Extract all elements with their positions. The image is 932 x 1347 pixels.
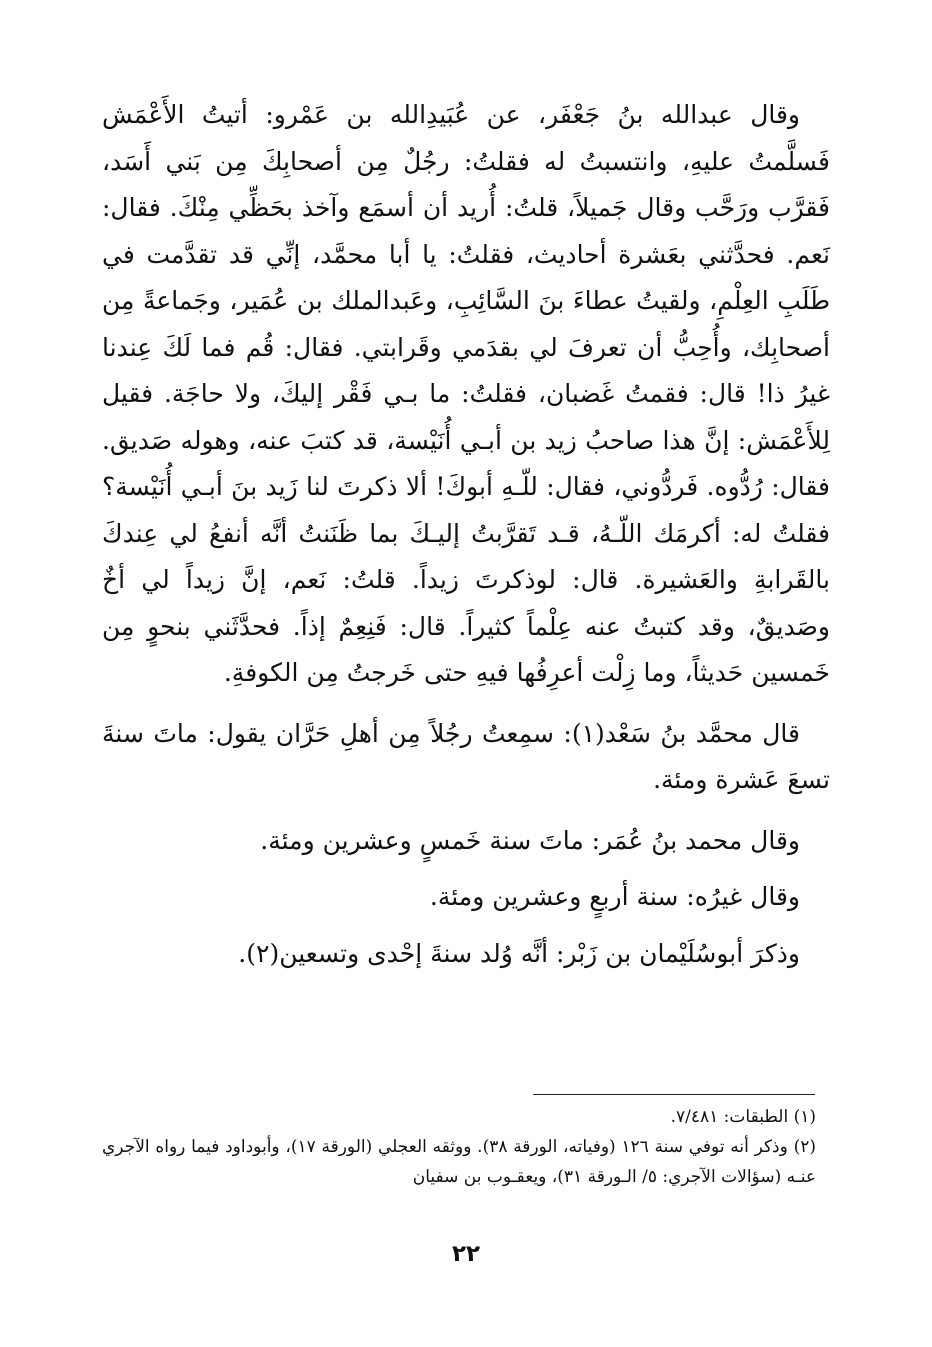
footnote-1: (١) الطبقات: ٧/٤٨١.	[670, 1107, 816, 1127]
main-text	[102, 92, 830, 987]
footnotes	[102, 1102, 816, 1192]
page-number: ٢٢	[451, 1241, 481, 1267]
paragraph-4: وقال غيرُه: سنة أربعٍ وعشرين ومئة.	[429, 882, 800, 911]
paragraph-2: قال محمَّد بنُ سَعْد(١): سمِعتُ رجُلاً مِن أهلِ حَرَّان يقول: ماتَ سنةَ تسعَ عَشرة ومئة.	[102, 718, 830, 794]
paragraph-3: وقال محمد بنُ عُمَر: ماتَ سنة خَمسٍ وعشرين ومئة.	[260, 825, 800, 855]
paragraph-1: وقال عبدالله بنُ جَعْفَر، عن عُبَيدِالله بن عَمْرو: أتيتُ الأَعْمَش فَسلَّمتُ عليهِ، وانتسبتُ له فقلتُ: رجُلٌ مِن أصحابِكَ مِن بَني أَسَد، فَقرَّب ورَحَّب وقال جَميلاً، قلتُ: أُريد أن أسمَع وآخذ بحَظِّي مِنْكَ. فقال: نَعم. فحدَّثني بعَشرة أحاديث، فقلتُ: يا أبا محمَّد، إنِّي قد تقدَّمت في طَلَبِ العِلْمِ، ولقيتُ عطاءَ بنَ السَّائِبِ، وعَبدالملك بن عُمَير، وجَماعةً مِن أصحابِك، وأُحِبُّ أن تعرفَ لي بقدَمي وقَرابتي. فقال: قُم فما لَكَ عِندنا غيرُ ذا! قال: فقمتُ غَضبان، فقلتُ: ما بـي فَقْر إليكَ، ولا حاجَة. فقيل لِلأَعْمَش: إنَّ هذا صاحبُ زيد بن أبـي أُنَيْسة، قد كتبَ عنه، وهوله صَديق. فقال: رُدُّوه. فَردُّوني، فقال: للّـهِ أبوكَ! ألا ذكرتَ لنا زَيد بنَ أبـي أُنَيْسة؟ فقلتُ له: أكرمَك اللّـهُ، قـد تَقرَّبتُ إليـكَ بما ظَنَنتُ أنَّه أنفعُ لي عِندكَ بالقَرابةِ والعَشيرة. قال: لوذكرتَ زيداً. قلتُ: نَعم، إنَّ زيداً لي أخٌ وصَديقٌ، وقد كتبتُ عنه عِلْماً كثيراً. قال: فَنِعِمٌ إذاً. فحدَّثَني بنحوٍ مِن خَمسين حَديثاً، وما زِلْت أعرِفُها فيهِ حتى خَرجتُ مِن الكوفةِ.	[102, 100, 830, 687]
paragraph-5: وذكرَ أبوسُلَيْمان بن زَبْر: أنَّه وُلد سنةَ إحْدى وتسعين(٢).	[238, 938, 800, 968]
footnote-2: (٢) وذكر أنه توفي سنة ١٢٦ (وفياته، الورقة ٣٨). ووثقه العجلي (الورقة ١٧)، وأبوداود فيما رواه الآجري عنـه (سؤالات الآجري: ٥/ الـورقة ٣١)، ويعقـوب بن سفيان	[102, 1137, 816, 1187]
footnote-separator	[533, 1094, 815, 1095]
